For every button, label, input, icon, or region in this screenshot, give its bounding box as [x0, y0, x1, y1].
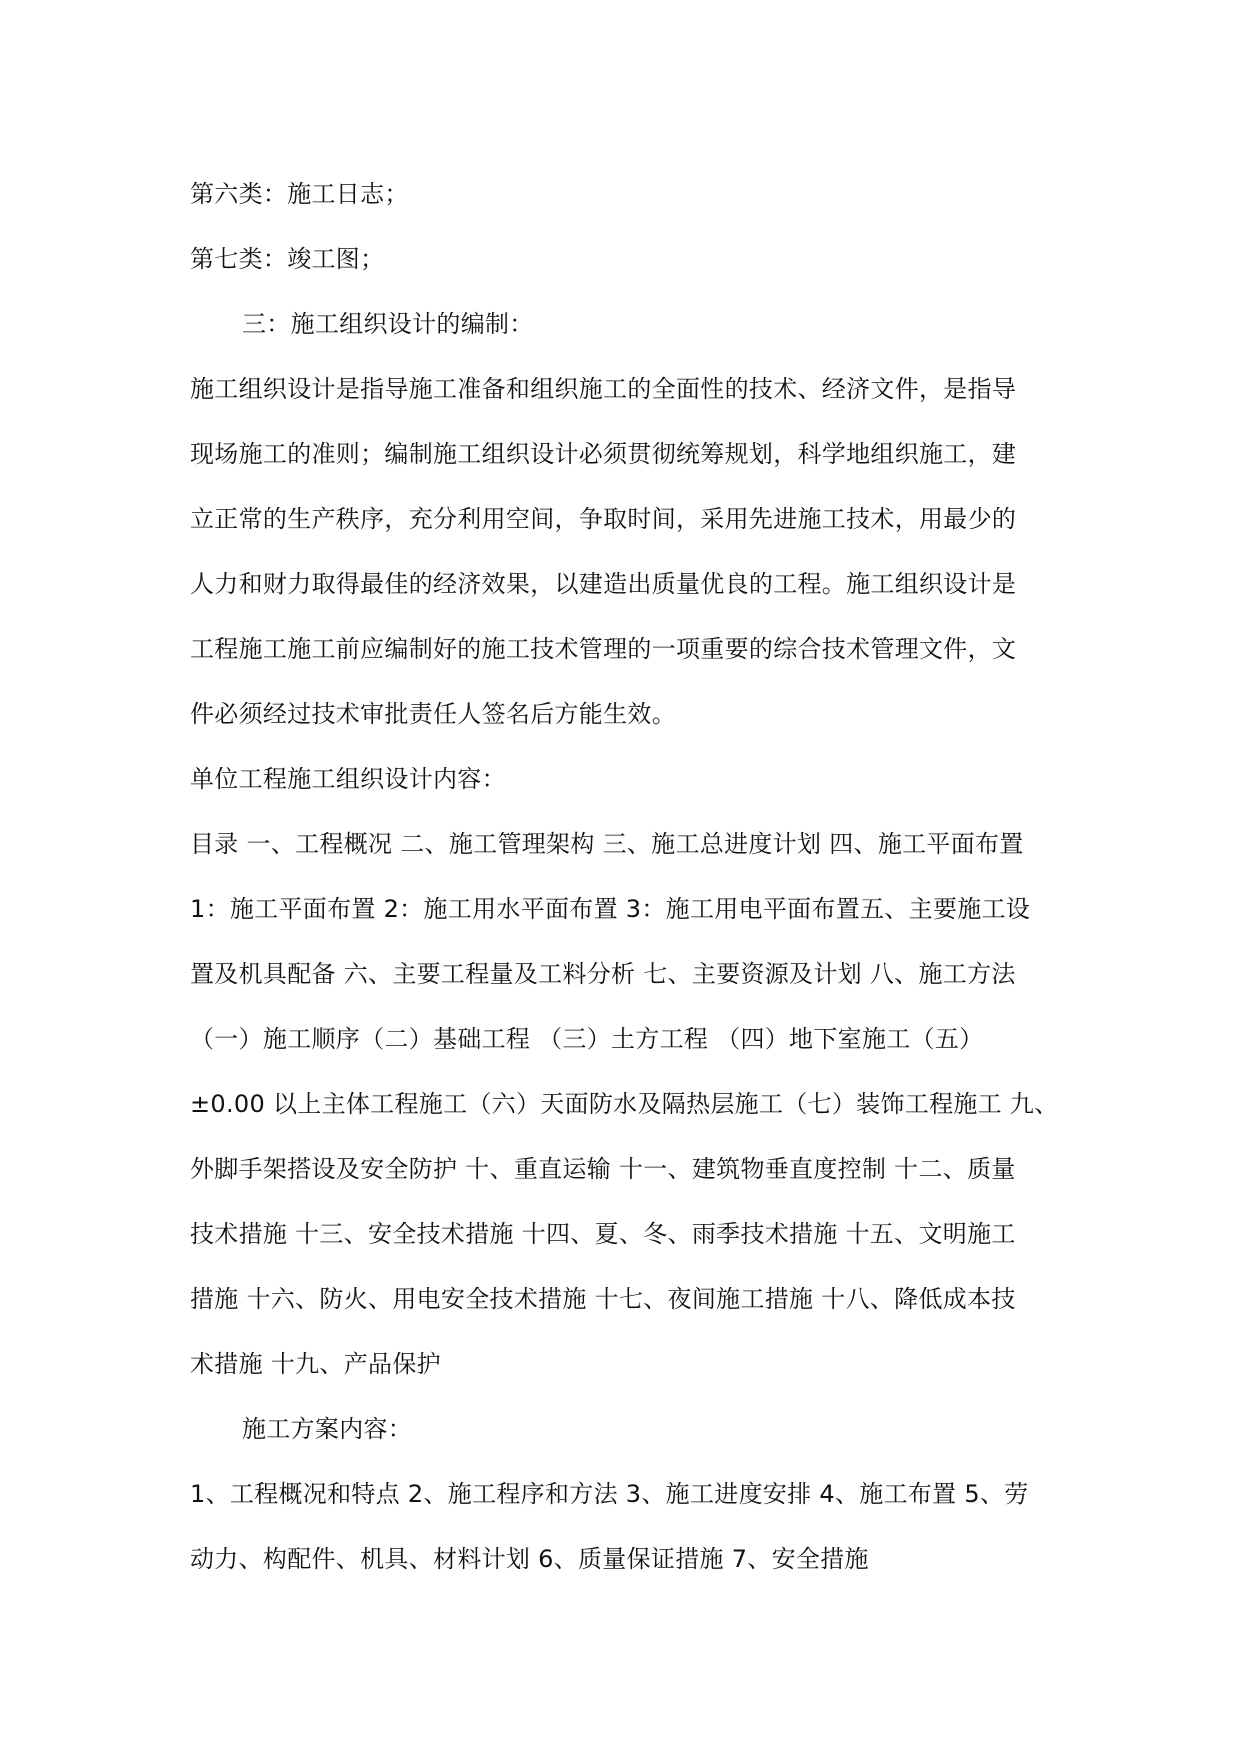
paragraph-line: 施工组织设计是指导施工准备和组织施工的全面性的技术、经济文件，是指导	[190, 375, 1017, 403]
plan-content-line: 1、工程概况和特点 2、施工程序和方法 3、施工进度安排 4、施工布置 5、劳	[190, 1480, 1029, 1508]
paragraph-line: 现场施工的准则；编制施工组织设计必须贯彻统筹规划，科学地组织施工，建	[190, 440, 1017, 468]
section-3-heading: 三：施工组织设计的编制：	[242, 310, 534, 338]
contents-line: 1：施工平面布置 2：施工用水平面布置 3：施工用电平面布置五、主要施工设	[190, 895, 1031, 923]
contents-line: 技术措施 十三、安全技术措施 十四、夏、冬、雨季技术措施 十五、文明施工	[190, 1220, 1016, 1248]
paragraph-line: 人力和财力取得最佳的经济效果，以建造出质量优良的工程。施工组织设计是	[190, 570, 1017, 598]
contents-line: 术措施 十九、产品保护	[190, 1350, 441, 1378]
contents-line: 措施 十六、防火、用电安全技术措施 十七、夜间施工措施 十八、降低成本技	[190, 1285, 1016, 1313]
category-6-line: 第六类：施工日志；	[190, 180, 409, 208]
plan-content-heading: 施工方案内容：	[242, 1415, 413, 1443]
contents-line: 目录 一、工程概况 二、施工管理架构 三、施工总进度计划 四、施工平面布置	[190, 830, 1024, 858]
unit-design-heading: 单位工程施工组织设计内容：	[190, 765, 506, 793]
paragraph-line: 工程施工施工前应编制好的施工技术管理的一项重要的综合技术管理文件，文	[190, 635, 1017, 663]
contents-line: ±0.00 以上主体工程施工（六）天面防水及隔热层施工（七）装饰工程施工 九、	[190, 1090, 1059, 1118]
paragraph-line: 立正常的生产秩序，充分利用空间，争取时间，采用先进施工技术，用最少的	[190, 505, 1017, 533]
plan-content-line: 动力、构配件、机具、材料计划 6、质量保证措施 7、安全措施	[190, 1545, 869, 1573]
paragraph-line: 件必须经过技术审批责任人签名后方能生效。	[190, 700, 676, 728]
document-body	[190, 170, 1070, 1600]
contents-line: （一）施工顺序（二）基础工程 （三）土方工程 （四）地下室施工（五）	[190, 1025, 984, 1053]
contents-line: 置及机具配备 六、主要工程量及工料分析 七、主要资源及计划 八、施工方法	[190, 960, 1016, 988]
category-7-line: 第七类：竣工图；	[190, 245, 385, 273]
contents-line: 外脚手架搭设及安全防护 十、重直运输 十一、建筑物垂直度控制 十二、质量	[190, 1155, 1016, 1183]
